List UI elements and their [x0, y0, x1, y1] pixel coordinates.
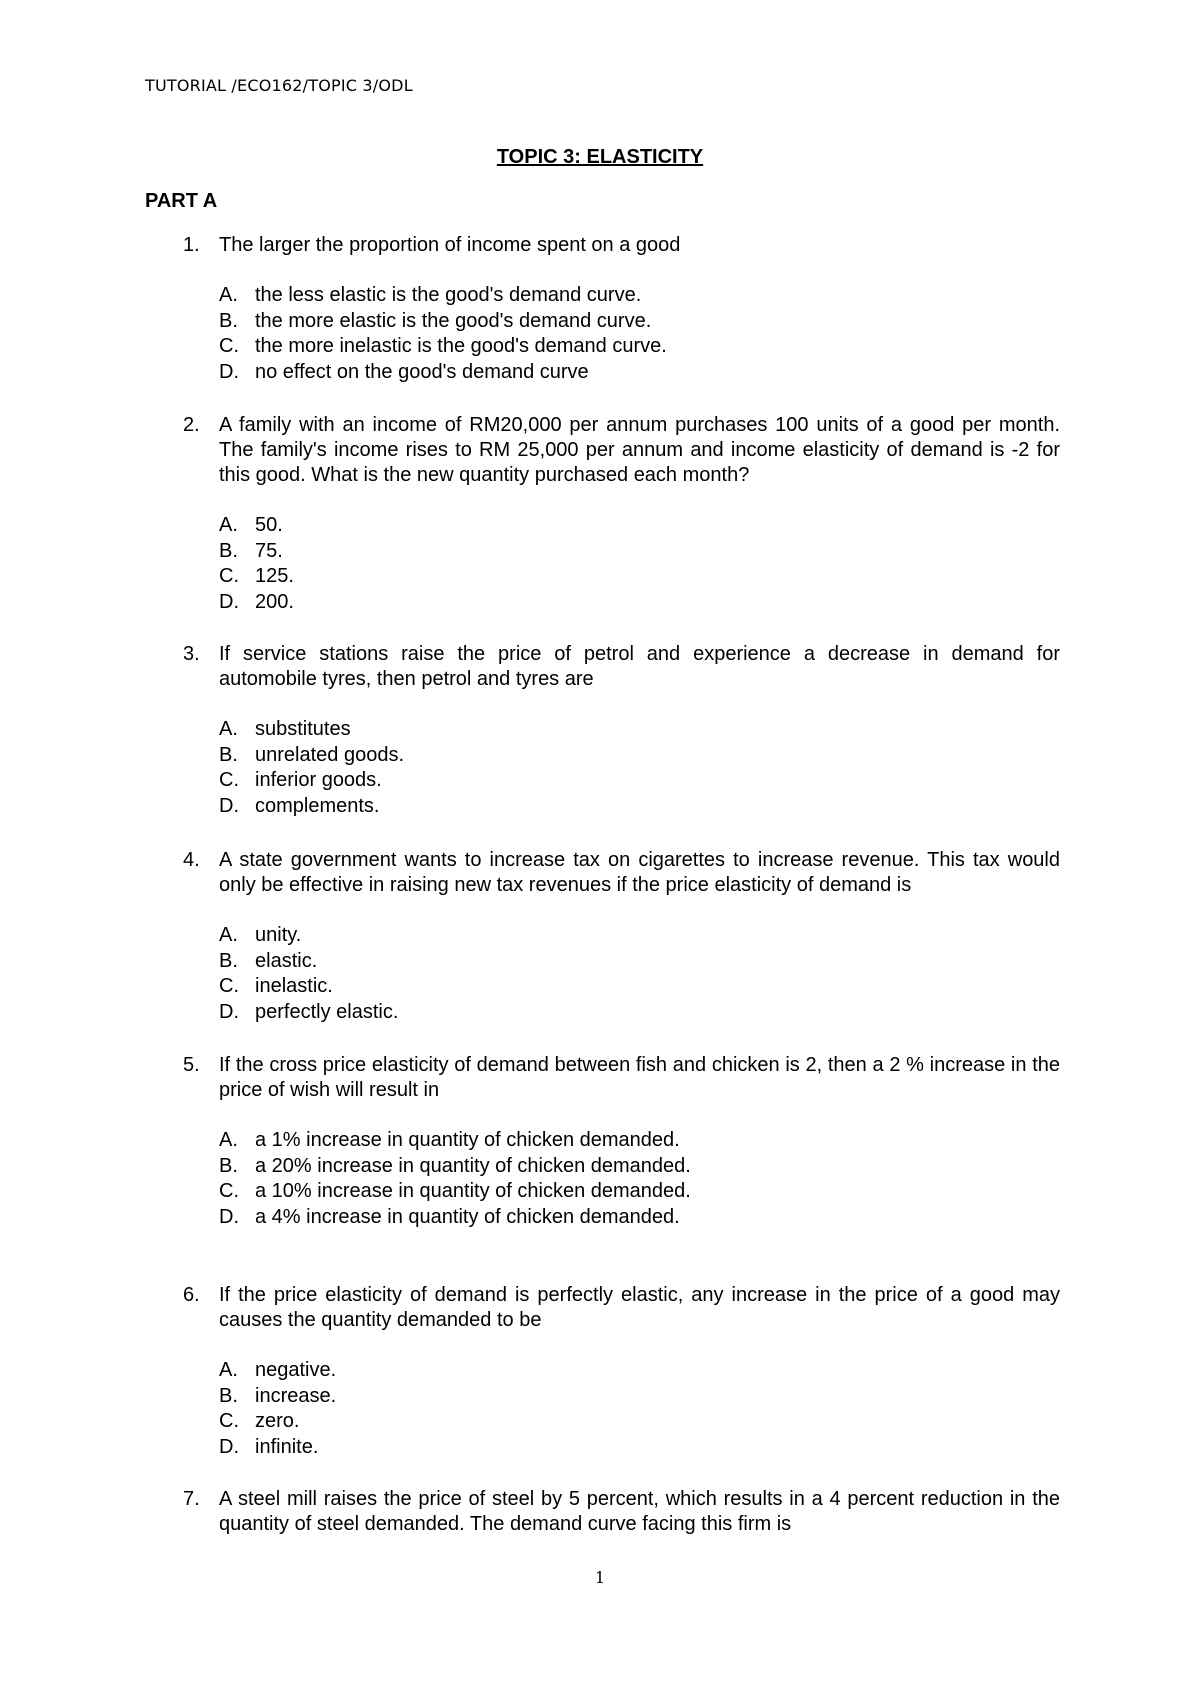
- option-b: B. 75.: [219, 539, 283, 562]
- option-c: C. a 10% increase in quantity of chicken demanded.: [219, 1180, 691, 1202]
- question-number: 2.: [183, 414, 200, 436]
- question-4: [145, 848, 1060, 1025]
- question-5: [145, 1053, 1060, 1230]
- question-2: [145, 413, 1060, 615]
- option-list: [145, 717, 1060, 819]
- running-header: TUTORIAL /ECO162/TOPIC 3/ODL: [145, 76, 413, 95]
- option-list: [145, 513, 1060, 615]
- option-a: A. 50.: [219, 514, 283, 536]
- option-d: D. complements.: [219, 794, 380, 817]
- question-number: 3.: [183, 643, 200, 665]
- option-b: B. unrelated goods.: [219, 743, 405, 766]
- option-b: B. increase.: [219, 1384, 337, 1407]
- question-number: 7.: [183, 1488, 200, 1510]
- option-c: C. inelastic.: [219, 975, 333, 997]
- option-a: A. unity.: [219, 924, 302, 946]
- question-1: [145, 233, 1060, 385]
- question-stem: If the price elasticity of demand is perfectly elastic, any increase in the price of a good may causes the quantity demanded to be: [219, 1284, 1060, 1331]
- part-label: PART A: [145, 190, 218, 212]
- option-b: B. the more elastic is the good's demand curve.: [219, 309, 652, 332]
- option-b: B. a 20% increase in quantity of chicken demanded.: [219, 1154, 691, 1177]
- question-stem: A steel mill raises the price of steel by 5 percent, which results in a 4 percent reduction in the quantity of steel demanded. The demand curve facing this firm is: [219, 1488, 1060, 1535]
- question-stem: A state government wants to increase tax on cigarettes to increase revenue. This tax would only be effective in raising new tax revenues if the price elasticity of demand is: [219, 849, 1060, 896]
- question-stem: If service stations raise the price of petrol and experience a decrease in demand for automobile tyres, then petrol and tyres are: [219, 643, 1060, 690]
- option-d: D. 200.: [219, 590, 294, 613]
- option-list: [145, 1128, 1060, 1230]
- page-number: 1: [594, 1568, 606, 1587]
- option-d: D. perfectly elastic.: [219, 1000, 399, 1023]
- option-a: A. negative.: [219, 1359, 337, 1381]
- question-3: [145, 642, 1060, 819]
- question-6: [145, 1283, 1060, 1460]
- option-list: [145, 923, 1060, 1025]
- option-d: D. no effect on the good's demand curve: [219, 360, 589, 383]
- option-a: A. a 1% increase in quantity of chicken demanded.: [219, 1129, 680, 1151]
- option-c: C. zero.: [219, 1410, 300, 1432]
- option-list: [145, 283, 1060, 385]
- option-a: A. the less elastic is the good's demand curve.: [219, 284, 642, 306]
- question-stem: A family with an income of RM20,000 per annum purchases 100 units of a good per month. The family's income rises to RM 25,000 per annum and income elasticity of demand is -2 for this good. What is the new quantity purchased each month?: [219, 414, 1060, 486]
- option-d: D. a 4% increase in quantity of chicken demanded.: [219, 1205, 680, 1228]
- page-title: TOPIC 3: ELASTICITY: [496, 146, 704, 168]
- option-d: D. infinite.: [219, 1435, 319, 1458]
- option-list: [145, 1358, 1060, 1460]
- question-number: 1.: [183, 234, 200, 256]
- question-7: [145, 1487, 1060, 1537]
- question-stem: If the cross price elasticity of demand between fish and chicken is 2, then a 2 % increase in the price of wish will result in: [219, 1054, 1060, 1101]
- option-a: A. substitutes: [219, 718, 351, 740]
- option-c: C. 125.: [219, 565, 294, 587]
- option-c: C. inferior goods.: [219, 769, 382, 791]
- question-stem: The larger the proportion of income spent on a good: [219, 234, 681, 256]
- option-c: C. the more inelastic is the good's demand curve.: [219, 335, 667, 357]
- option-b: B. elastic.: [219, 949, 318, 972]
- question-number: 4.: [183, 849, 200, 871]
- question-number: 6.: [183, 1284, 200, 1306]
- question-number: 5.: [183, 1054, 200, 1076]
